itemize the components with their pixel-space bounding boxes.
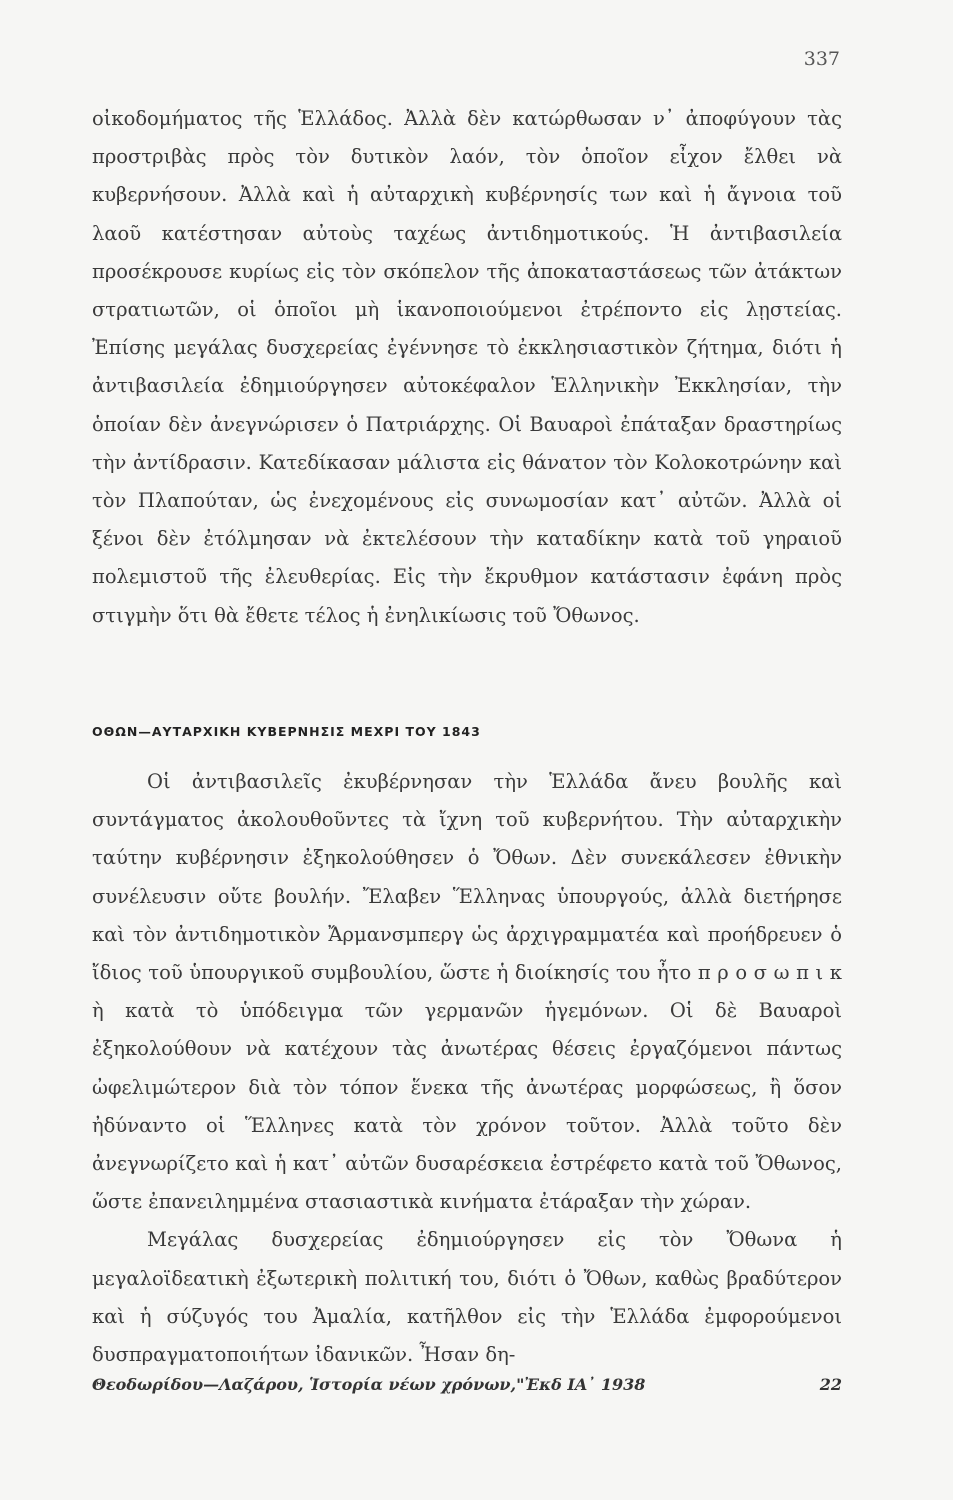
page-number: 337: [803, 48, 840, 70]
footer-signature: 22: [819, 1375, 842, 1394]
footer-citation: Θεοδωρίδου—Λαζάρου, Ἱστορία νέων χρόνων,"Ἐκδ ΙΑ᾽ 1938: [92, 1375, 646, 1394]
section-heading: ΟΘΩΝ—ΑΥΤΑΡΧΙΚΗ ΚΥΒΕΡΝΗΣΙΣ ΜΕΧΡΙ ΤΟΥ 1843: [92, 724, 481, 739]
footer: [92, 1375, 842, 1394]
paragraph: Οἱ ἀντιβασιλεῖς ἐκυβέρνησαν τὴν Ἑλλάδα ἄνευ βουλῆς καὶ συντάγματος ἀκολουθοῦντες τὰ ἴχνη τοῦ κυβερνήτου. Τὴν αὐταρχικὴν ταύτην κυβέρνησιν ἐξηκολούθησεν ὁ Ὄθων. Δὲν συνεκάλεσεν ἐθνικὴν συνέλευσιν οὔτε βουλήν. Ἔλαβεν Ἕλληνας ὑπουργούς, ἀλλὰ διετήρησε καὶ τὸν ἀντιδημοτικὸν Ἄρμανσμπεργ ὡς ἀρχιγραμματέα καὶ προήδρευεν ὁ ἴδιος τοῦ ὑπουργικοῦ συμβουλίου, ὥστε ἡ διοίκησίς του ἦτο π ρ ο σ ω π ι κ ὴ κατὰ τὸ ὑπόδειγμα τῶν γερμανῶν ἡγεμόνων. Οἱ δὲ Βαυαροὶ ἐξηκολούθουν νὰ κατέχουν τὰς ἀνωτέρας θέσεις ἐργαζόμενοι πάντως ὠφελιμώτερον διὰ τὸν τόπον ἕνεκα τῆς ἀνωτέρας μορφώσεως, ἢ ὅσον ἠδύναντο οἱ Ἕλληνες κατὰ τὸν χρόνον τοῦτον. Ἀλλὰ τοῦτο δὲν ἀνεγνωρίζετο καὶ ἡ κατ᾽ αὐτῶν δυσαρέσκεια ἐστρέφετο κατὰ τοῦ Ὄθωνος, ὥστε ἐπανειλημμένα στασιαστικὰ κινήματα ἐτάραξαν τὴν χώραν.: [92, 770, 842, 1214]
paragraph: οἰκοδομήματος τῆς Ἑλλάδος. Ἀλλὰ δὲν κατώρθωσαν ν᾽ ἀποφύγουν τὰς προστριβὰς πρὸς τὸν δυτικὸν λαόν, τὸν ὁποῖον εἶχον ἔλθει νὰ κυβερνήσουν. Ἀλλὰ καὶ ἡ αὐταρχικὴ κυβέρνησίς των καὶ ἡ ἄγνοια τοῦ λαοῦ κατέστησαν αὐτοὺς ταχέως ἀντιδημοτικούς. Ἡ ἀντιβασιλεία προσέκρουσε κυρίως εἰς τὸν σκόπελον τῆς ἀποκαταστάσεως τῶν ἀτάκτων στρατιωτῶν, οἱ ὁποῖοι μὴ ἱκανοποιούμενοι ἐτρέποντο εἰς λῃστείας. Ἐπίσης μεγάλας δυσχερείας ἐγέννησε τὸ ἐκκλησιαστικὸν ζήτημα, διότι ἡ ἀντιβασιλεία ἐδημιούργησεν αὐτοκέφαλον Ἑλληνικὴν Ἐκκλησίαν, τὴν ὁποίαν δὲν ἀνεγνώρισεν ὁ Πατριάρχης. Οἱ Βαυαροὶ ἐπάταξαν δραστηρίως τὴν ἀντίδρασιν. Κατεδίκασαν μάλιστα εἰς θάνατον τὸν Κολοκοτρώνην καὶ τὸν Πλαπούταν, ὡς ἐνεχομένους εἰς συνωμοσίαν κατ᾽ αὐτῶν. Ἀλλὰ οἱ ξένοι δὲν ἐτόλμησαν νὰ ἐκτελέσουν τὴν καταδίκην κατὰ τοῦ γηραιοῦ πολεμιστοῦ τῆς ἐλευθερίας. Εἰς τὴν ἔκρυθμον κατάστασιν ἐφάνη πρὸς στιγμὴν ὅτι θὰ ἔθετε τέλος ἡ ἐνηλικίωσις τοῦ Ὄθωνος.: [92, 107, 842, 627]
paragraph: Μεγάλας δυσχερείας ἐδημιούργησεν εἰς τὸν Ὄθωνα ἡ μεγαλοϊδεατικὴ ἐξωτερικὴ πολιτική του, διότι ὁ Ὄθων, καθὼς βραδύτερον καὶ ἡ σύζυγός του Ἀμαλία, κατῆλθον εἰς τὴν Ἑλλάδα ἐμφορούμενοι δυσπραγματοποιήτων ἰδανικῶν. Ἦσαν δη-: [92, 1228, 842, 1367]
body-text-top: [92, 100, 842, 635]
body-text-bottom: [92, 763, 842, 1374]
